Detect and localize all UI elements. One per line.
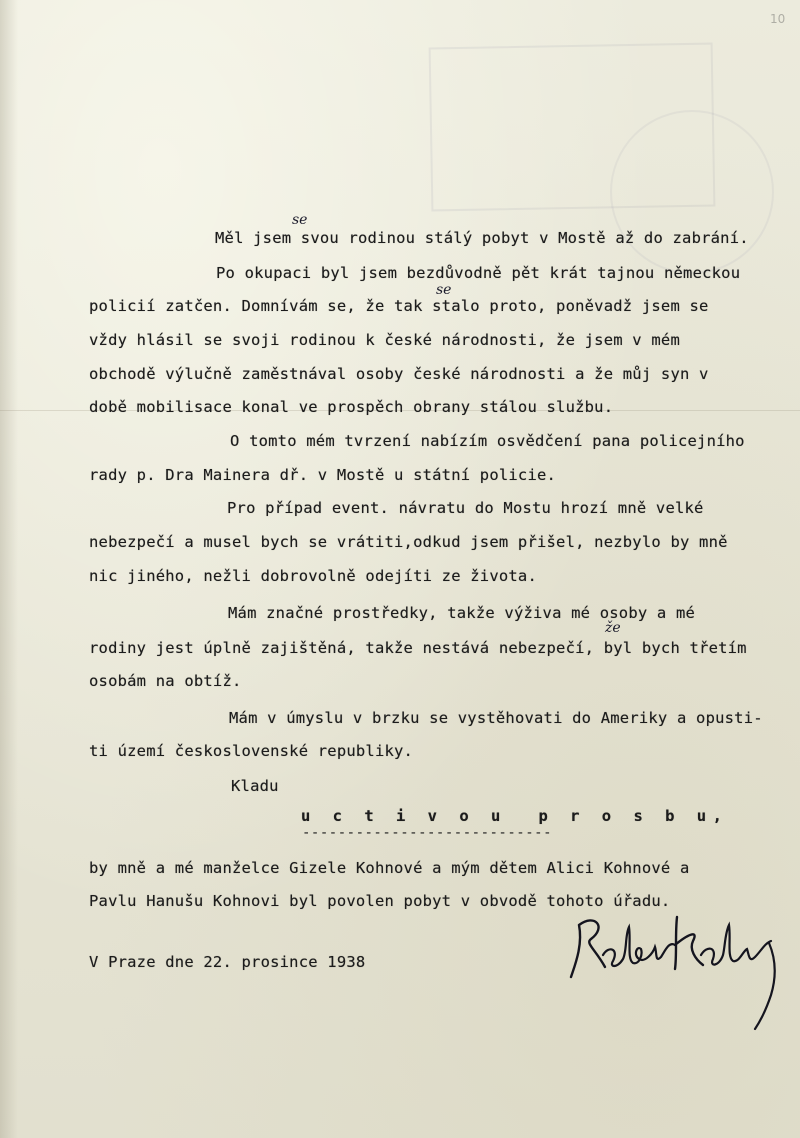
date-line: V Praze dne 22. prosince 1938 (89, 953, 366, 971)
paragraph-2-line-1: Po okupaci byl jsem bezdůvodně pět krát tajnou německou (216, 264, 741, 282)
paragraph-5-line-1: Mám značné prostředky, takže výživa mé osoby a mé (228, 604, 696, 622)
paragraph-2-line-3: vždy hlásil se svoji rodinou k české národnosti, že jsem v mém (89, 331, 680, 349)
handwritten-insert-ze: že (605, 620, 621, 636)
paragraph-7: Kladu (231, 777, 279, 795)
handwritten-insert-se-1: se (292, 212, 308, 228)
handwritten-signature (565, 905, 795, 1035)
faded-stamp-circle (610, 110, 774, 274)
handwritten-insert-se-2: se (436, 282, 452, 298)
paragraph-5-line-3: osobám na obtíž. (89, 672, 242, 690)
paragraph-4-line-1: Pro případ event. návratu do Mostu hrozí mně velké (227, 499, 704, 517)
paragraph-1-line: Měl jsem svou rodinou stálý pobyt v Mostě až do zabrání. (215, 229, 749, 247)
paragraph-3-line-1: O tomto mém tvrzení nabízím osvědčení pana policejního (230, 432, 745, 450)
paragraph-6-line-1: Mám v úmyslu v brzku se vystěhovati do Ameriky a opusti- (229, 709, 763, 727)
request-underline: ---------------------------- (302, 825, 553, 841)
request-heading: u c t i v o u p r o s b u, (301, 807, 729, 825)
paper-edge-shadow (0, 0, 18, 1138)
paragraph-3-line-2: rady p. Dra Mainera dř. v Mostě u státní policie. (89, 466, 557, 484)
page-number: 10 (770, 12, 786, 26)
paragraph-6-line-2: ti území československé republiky. (89, 742, 414, 760)
paragraph-4-line-2: nebezpečí a musel bych se vrátiti,odkud jsem přišel, nezbylo by mně (89, 533, 728, 551)
paragraph-4-line-3: nic jiného, nežli dobrovolně odejíti ze života. (89, 567, 537, 585)
paragraph-2-line-5: době mobilisace konal ve prospěch obrany stálou službu. (89, 398, 614, 416)
paragraph-8-line-1: by mně a mé manželce Gizele Kohnové a mým dětem Alici Kohnové a (89, 859, 690, 877)
paragraph-2-line-2: policií zatčen. Domnívám se, že tak stalo proto, poněvadž jsem se (89, 297, 709, 315)
paragraph-8-line-2: Pavlu Hanušu Kohnovi byl povolen pobyt v obvodě tohoto úřadu. (89, 892, 671, 910)
paragraph-5-line-2: rodiny jest úplně zajištěná, takže nestává nebezpečí, byl bych třetím (89, 639, 747, 657)
paragraph-2-line-4: obchodě výlučně zaměstnával osoby české národnosti a že můj syn v (89, 365, 709, 383)
